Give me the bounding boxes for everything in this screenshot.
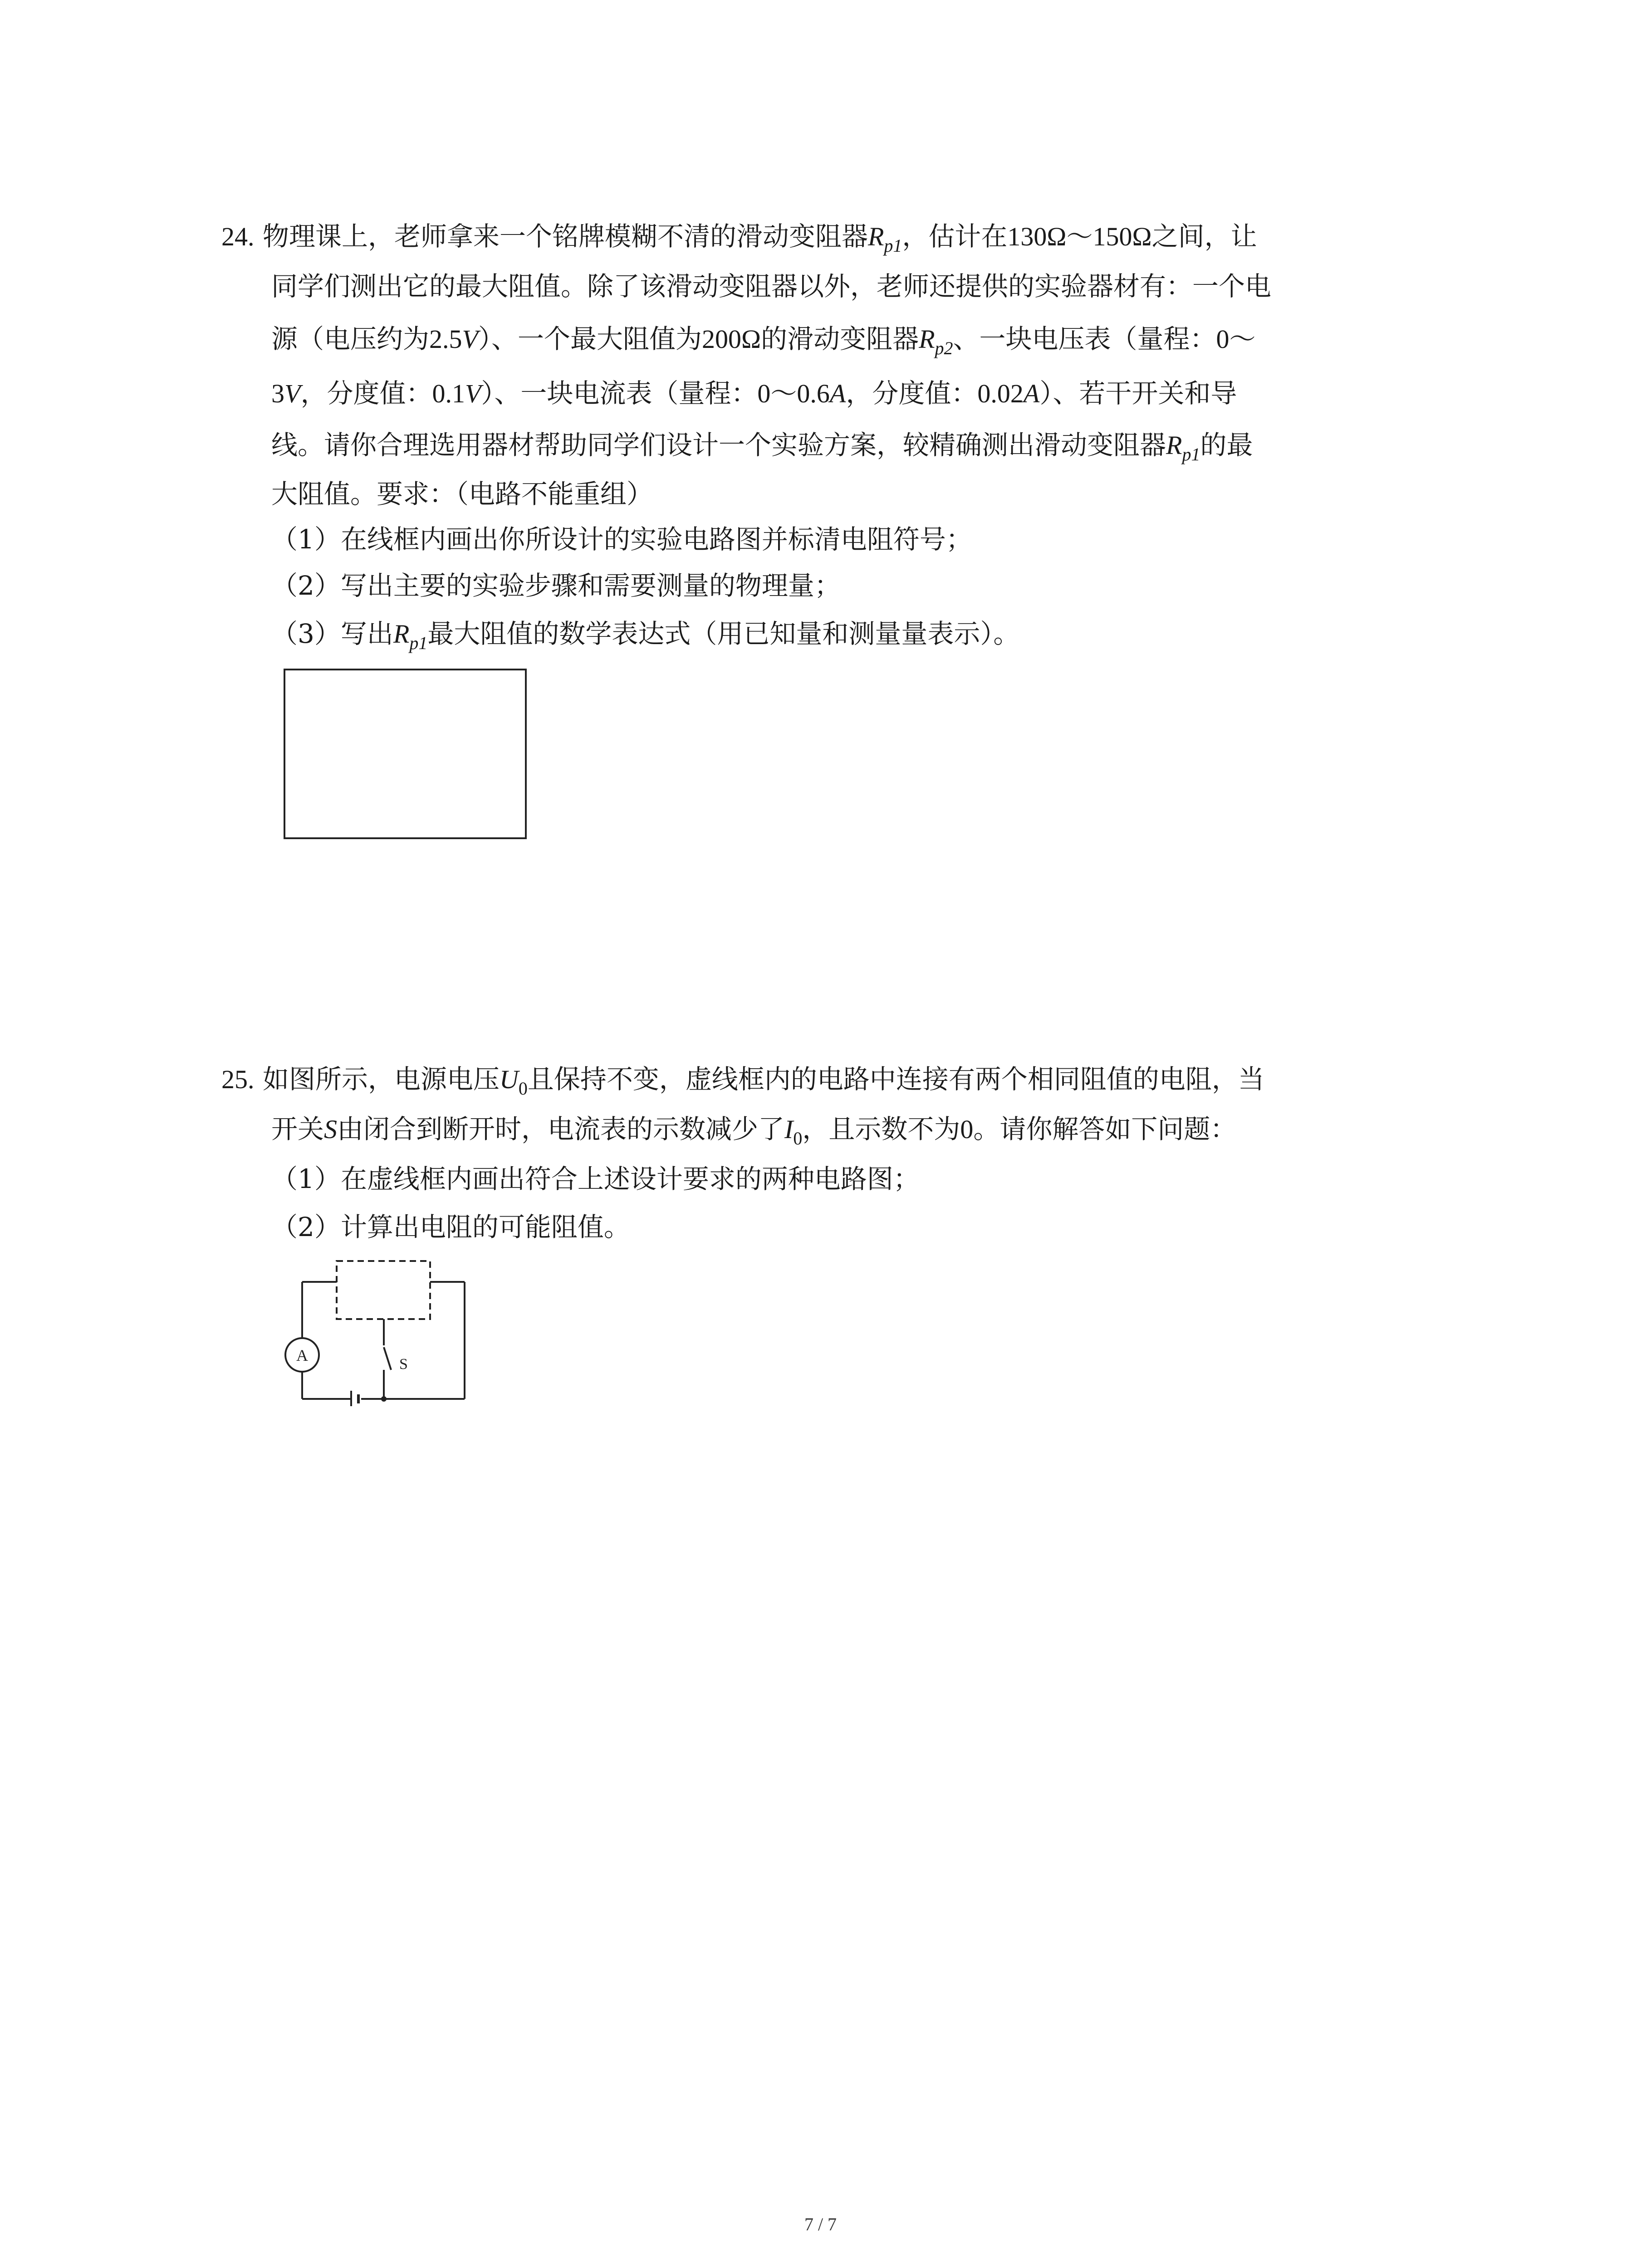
subscript-p1: p1 bbox=[1182, 444, 1200, 464]
var-r: R bbox=[867, 222, 884, 251]
var-s: S bbox=[324, 1114, 338, 1144]
q25-text: 如图所示，电源电压 bbox=[262, 1064, 500, 1095]
division-value: 0.1 bbox=[432, 379, 465, 408]
q24-text: 物理课上，老师拿来一个铭牌模糊不清的滑动变阻器 bbox=[262, 221, 868, 252]
unit-v: V bbox=[462, 324, 478, 354]
q24-text: ，分度值： bbox=[846, 378, 978, 409]
q25-item-2 bbox=[271, 1214, 630, 1240]
q25-line-2 bbox=[271, 1116, 1236, 1148]
q24-item-text: （3）写出 bbox=[271, 618, 393, 649]
q24-text: 同学们测出它的最大阻值。除了该滑动变阻器以外，老师还提供的实验器材有：一个电 bbox=[271, 271, 1272, 302]
q24-line-1 bbox=[221, 223, 1257, 255]
q24-text: 的滑动变阻器 bbox=[761, 323, 919, 354]
q25-text: ，且示数不为 bbox=[802, 1114, 960, 1144]
circuit-diagram bbox=[272, 1256, 472, 1406]
q24-text: 之间，让 bbox=[1151, 221, 1257, 252]
range-end: 3 bbox=[271, 379, 284, 408]
var-i: I bbox=[784, 1114, 794, 1144]
q24-text: ，估计在 bbox=[902, 221, 1008, 252]
junction-dot bbox=[381, 1396, 387, 1402]
unit-v: V bbox=[465, 379, 481, 408]
answer-box bbox=[284, 669, 527, 839]
resistance-range: 130Ω～150Ω bbox=[1007, 222, 1152, 251]
current-range: 0～0.6 bbox=[757, 379, 830, 408]
q24-text: ）、一块电流表（量程： bbox=[481, 378, 758, 409]
q24-item-3 bbox=[271, 618, 1020, 653]
q25-item-text: （1）在虚线框内画出符合上述设计要求的两种电路图； bbox=[271, 1163, 920, 1194]
range-start: 0～ bbox=[1216, 324, 1256, 354]
q25-line-1 bbox=[221, 1066, 1264, 1098]
q24-text: 、一块电压表（量程： bbox=[953, 323, 1216, 354]
subscript-p1: p1 bbox=[409, 633, 428, 653]
current-division: 0.02 bbox=[977, 379, 1024, 408]
q24-text: ，分度值： bbox=[300, 378, 432, 409]
subscript-0-text: 0 bbox=[518, 1078, 528, 1099]
q24-item-text: （1）在线框内画出你所设计的实验电路图并标清电阻符号； bbox=[271, 524, 972, 555]
zero-value: 0 bbox=[960, 1114, 974, 1144]
subscript-0 bbox=[793, 1128, 802, 1149]
page-number: 7 / 7 bbox=[804, 2214, 837, 2234]
var-r: R bbox=[919, 324, 935, 354]
q24-line-4 bbox=[271, 380, 1237, 407]
q24-text: ）、一个最大阻值为 bbox=[478, 323, 702, 354]
q25-item-1 bbox=[271, 1163, 920, 1194]
q24-item-1 bbox=[271, 524, 972, 555]
q24-text: 源（电压约为 bbox=[271, 323, 430, 354]
q25-text: 由闭合到断开时，电流表的示数减少了 bbox=[337, 1114, 785, 1144]
var-r: R bbox=[1166, 430, 1182, 460]
q24-line-2 bbox=[271, 271, 1272, 302]
subscript-0 bbox=[519, 1078, 528, 1099]
subscript-p1: p1 bbox=[884, 235, 902, 256]
q24-number: 24. bbox=[221, 222, 255, 251]
dashed-box bbox=[337, 1261, 430, 1319]
voltage-value: 2.5 bbox=[429, 324, 462, 354]
q24-line-6 bbox=[271, 481, 653, 507]
q25-text: 开关 bbox=[271, 1114, 324, 1144]
var-r: R bbox=[393, 619, 410, 649]
switch-blade bbox=[384, 1347, 391, 1370]
q25-number: 25. bbox=[221, 1065, 255, 1094]
unit-a: A bbox=[1023, 379, 1040, 408]
ammeter-label: A bbox=[296, 1346, 308, 1364]
q24-item-text: 最大阻值的数学表达式（用已知量和测量量表示）。 bbox=[427, 618, 1020, 649]
switch-label: S bbox=[399, 1356, 408, 1373]
unit-a: A bbox=[829, 379, 846, 408]
q24-text: ）、若干开关和导 bbox=[1039, 378, 1237, 409]
subscript-0-text: 0 bbox=[793, 1128, 803, 1149]
q24-line-3 bbox=[271, 323, 1256, 358]
subscript-p2: p2 bbox=[935, 338, 953, 358]
q24-item-2 bbox=[271, 572, 841, 599]
q24-item-text: （2）写出主要的实验步骤和需要测量的物理量； bbox=[271, 570, 841, 601]
q24-text: 的最 bbox=[1200, 430, 1253, 460]
q25-item-text: （2）计算出电阻的可能阻值。 bbox=[271, 1212, 630, 1242]
q25-text: 且保持不变，虚线框内的电路中连接有两个相同阻值的电阻，当 bbox=[527, 1064, 1264, 1095]
q24-line-5 bbox=[271, 432, 1253, 464]
var-u: U bbox=[499, 1065, 519, 1094]
max-resistance: 200Ω bbox=[701, 324, 761, 354]
q24-text: 大阻值。要求：（电路不能重组） bbox=[271, 479, 653, 509]
unit-v: V bbox=[284, 379, 301, 408]
q25-text: 。请你解答如下问题： bbox=[973, 1114, 1237, 1144]
q24-text: 线。请你合理选用器材帮助同学们设计一个实验方案，较精确测出滑动变阻器 bbox=[271, 430, 1166, 460]
